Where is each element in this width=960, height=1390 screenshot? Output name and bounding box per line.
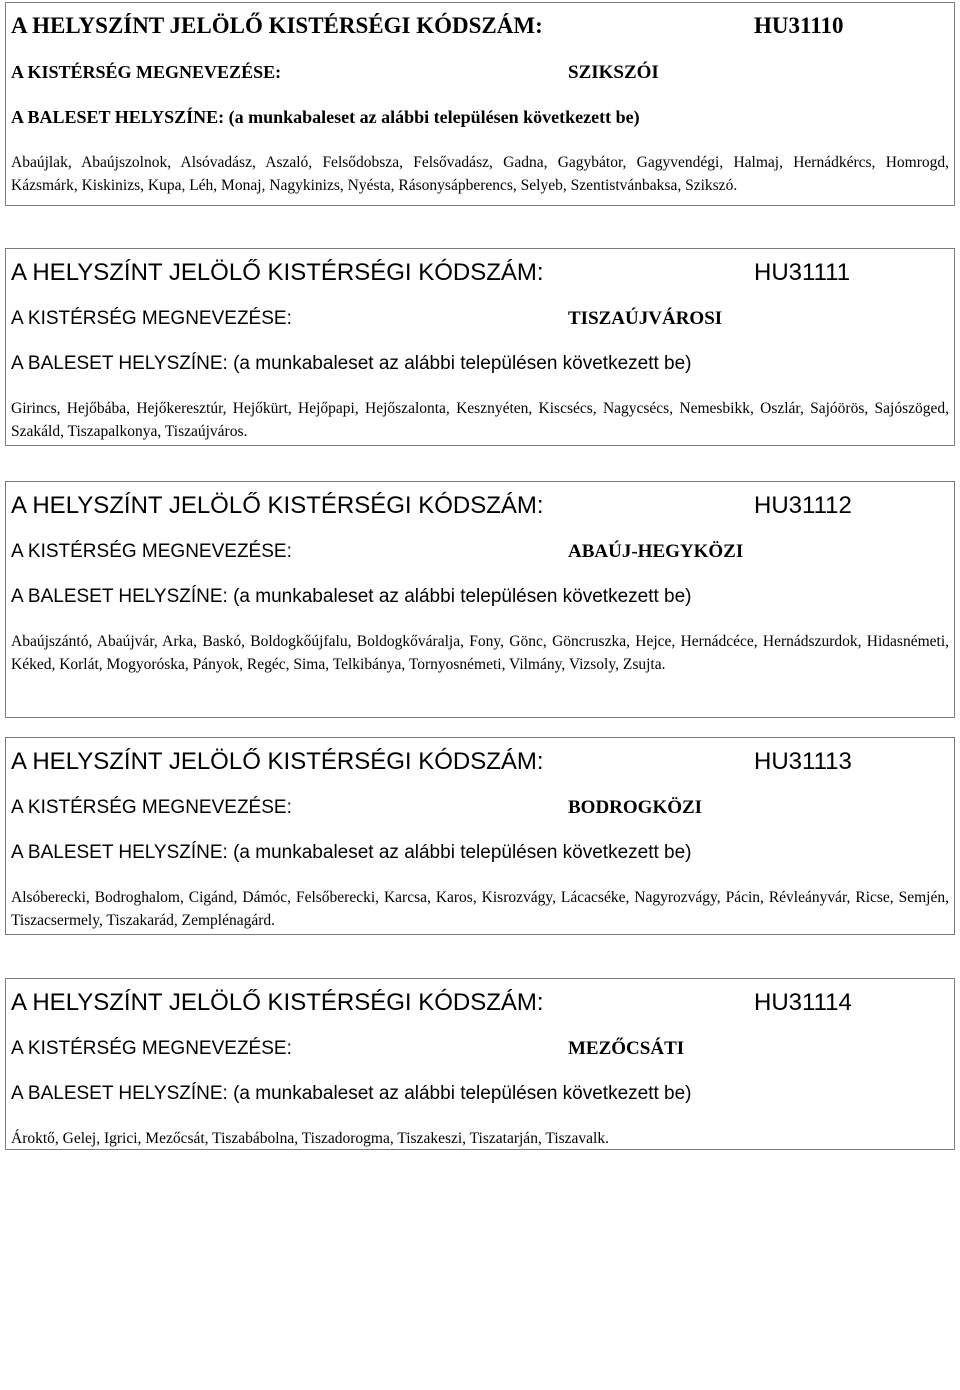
district-code-label: A HELYSZÍNT JELÖLŐ KISTÉRSÉGI KÓDSZÁM: xyxy=(11,748,544,775)
district-name: TISZAÚJVÁROSI xyxy=(568,308,723,329)
district-name-label: A KISTÉRSÉG MEGNEVEZÉSE: xyxy=(11,308,292,329)
district-code-label: A HELYSZÍNT JELÖLŐ KISTÉRSÉGI KÓDSZÁM: xyxy=(11,989,544,1016)
accident-location-label: A BALESET HELYSZÍNE: (a munkabaleset az alábbi településen következett be) xyxy=(11,1083,692,1104)
accident-location-label: A BALESET HELYSZÍNE: (a munkabaleset az alábbi településen következett be) xyxy=(11,353,692,374)
district-code-row xyxy=(11,989,949,1017)
district-name: ABAÚJ-HEGYKÖZI xyxy=(568,541,744,562)
accident-location-label: A BALESET HELYSZÍNE: (a munkabaleset az alábbi településen következett be) xyxy=(11,842,692,863)
district-block xyxy=(5,737,955,935)
district-name-row xyxy=(11,1038,949,1060)
settlement-list: Alsóberecki, Bodroghalom, Cigánd, Dámóc, Felsőberecki, Karcsa, Karos, Kisrozvágy, Lácacséke, Nagyrozvágy, Pácin, Révleányvár, Ricse, Semjén, Tiszacsermely, Tiszakarád, Zemplénagárd. xyxy=(11,889,949,929)
district-name-row xyxy=(11,797,949,819)
district-code-label: A HELYSZÍNT JELÖLŐ KISTÉRSÉGI KÓDSZÁM: xyxy=(11,492,544,519)
district-block xyxy=(5,978,955,1150)
district-code-label: A HELYSZÍNT JELÖLŐ KISTÉRSÉGI KÓDSZÁM: xyxy=(11,13,543,38)
district-block xyxy=(5,481,955,718)
district-code: HU31111 xyxy=(754,259,851,286)
accident-location-label: A BALESET HELYSZÍNE: (a munkabaleset az alábbi településen következett be) xyxy=(11,107,640,127)
district-name-label: A KISTÉRSÉG MEGNEVEZÉSE: xyxy=(11,62,282,82)
district-name: MEZŐCSÁTI xyxy=(568,1038,685,1059)
district-code-row xyxy=(11,259,949,287)
settlement-list: Abaújszántó, Abaújvár, Arka, Baskó, Boldogkőújfalu, Boldogkőváralja, Fony, Gönc, Göncruszka, Hejce, Hernádcéce, Hernádszurdok, Hidasnémeti, Kéked, Korlát, Mogyoróska, Pányok, Regéc, Sima, Telkibánya, Tornyosnémeti, Vilmány, Vizsoly, Zsujta. xyxy=(11,633,949,673)
district-name-row xyxy=(11,308,949,330)
district-name-label: A KISTÉRSÉG MEGNEVEZÉSE: xyxy=(11,541,292,562)
district-code: HU31110 xyxy=(754,13,844,38)
district-block xyxy=(5,2,955,206)
district-name: SZIKSZÓI xyxy=(568,62,659,83)
district-name: BODROGKÖZI xyxy=(568,797,703,818)
accident-location-label: A BALESET HELYSZÍNE: (a munkabaleset az alábbi településen következett be) xyxy=(11,586,692,607)
district-name-row xyxy=(11,541,949,563)
district-name-label: A KISTÉRSÉG MEGNEVEZÉSE: xyxy=(11,1038,292,1059)
district-name-row xyxy=(11,62,949,83)
district-code: HU31113 xyxy=(754,748,852,775)
district-code-row xyxy=(11,13,949,39)
district-code-label: A HELYSZÍNT JELÖLŐ KISTÉRSÉGI KÓDSZÁM: xyxy=(11,259,544,286)
settlement-list: Girincs, Hejőbába, Hejőkeresztúr, Hejőkürt, Hejőpapi, Hejőszalonta, Kesznyéten, Kiscsécs, Nagycsécs, Nemesbikk, Oszlár, Sajóörös, Sajószöged, Szakáld, Tiszapalkonya, Tiszaújváros. xyxy=(11,400,949,440)
district-code-row xyxy=(11,492,949,520)
district-code: HU31114 xyxy=(754,989,852,1016)
district-name-label: A KISTÉRSÉG MEGNEVEZÉSE: xyxy=(11,797,292,818)
district-code: HU31112 xyxy=(754,492,852,519)
district-code-row xyxy=(11,748,949,776)
settlement-list: Ároktő, Gelej, Igrici, Mezőcsát, Tiszabábolna, Tiszadorogma, Tiszakeszi, Tiszatarján, Tiszavalk. xyxy=(11,1130,609,1147)
settlement-list: Abaújlak, Abaújszolnok, Alsóvadász, Aszaló, Felsődobsza, Felsővadász, Gadna, Gagybátor, Gagyvendégi, Halmaj, Hernádkércs, Homrogd, Kázsmárk, Kiskinizs, Kupa, Léh, Monaj, Nagykinizs, Nyésta, Rásonysápberencs, Selyeb, Szentistvánbaksa, Szikszó. xyxy=(11,154,949,194)
district-block xyxy=(5,248,955,446)
